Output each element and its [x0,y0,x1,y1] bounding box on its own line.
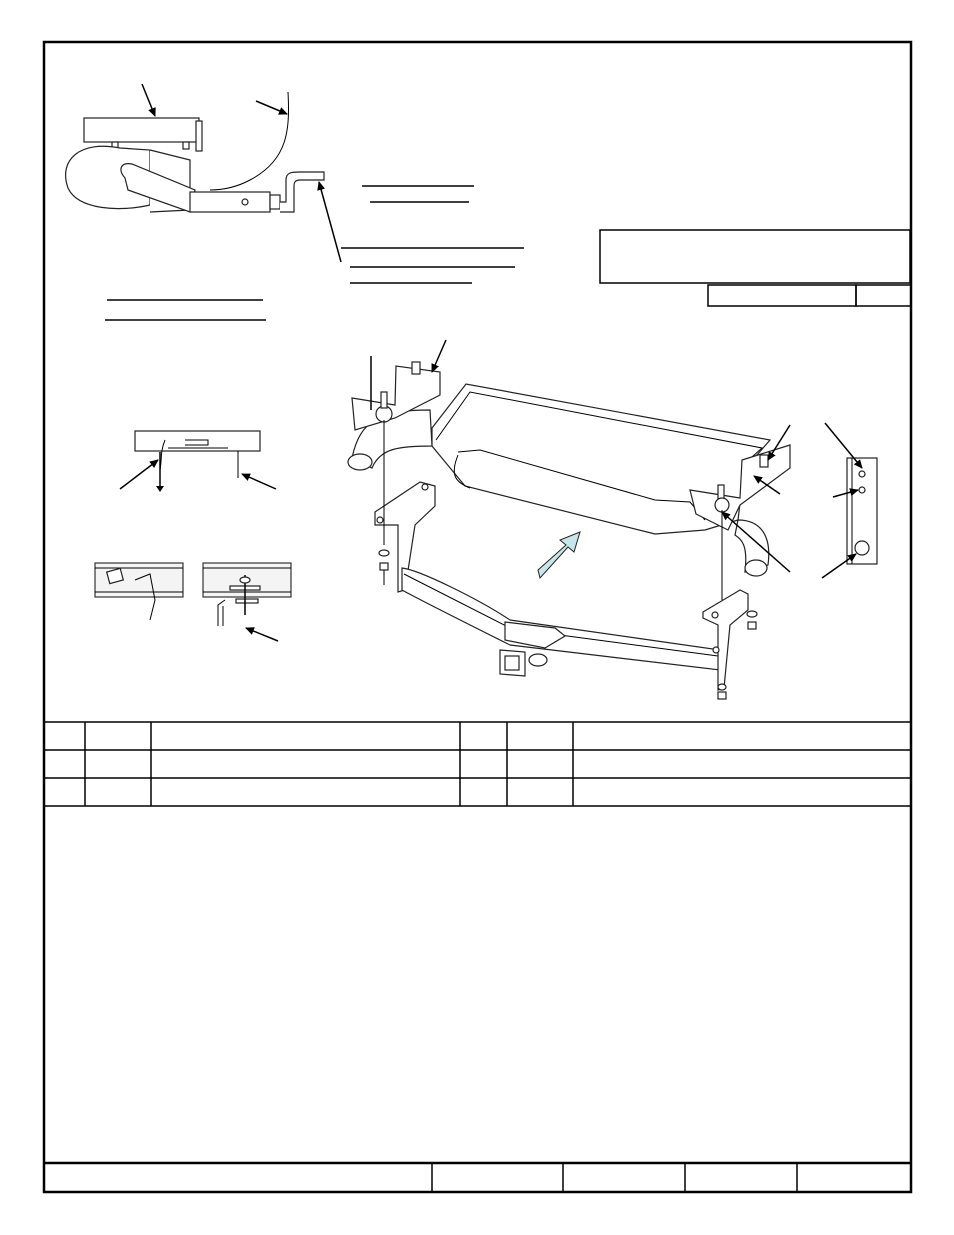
detail-frame-rails [95,563,291,641]
wire-shape [210,92,289,190]
detail-plate [822,423,877,578]
parts-table [44,722,911,806]
crossbar-shape [402,568,720,670]
callout-box [600,230,911,306]
detail-bracket-section [120,431,276,492]
right-lower-bracket [703,590,748,690]
hitch-pin-shape [280,172,324,212]
bumper-shape [84,118,199,142]
receiver-shape [190,192,270,212]
title-block [44,1163,911,1192]
detail-wiring-view [66,84,341,262]
direction-arrow [538,532,580,578]
main-assembly [348,340,790,699]
